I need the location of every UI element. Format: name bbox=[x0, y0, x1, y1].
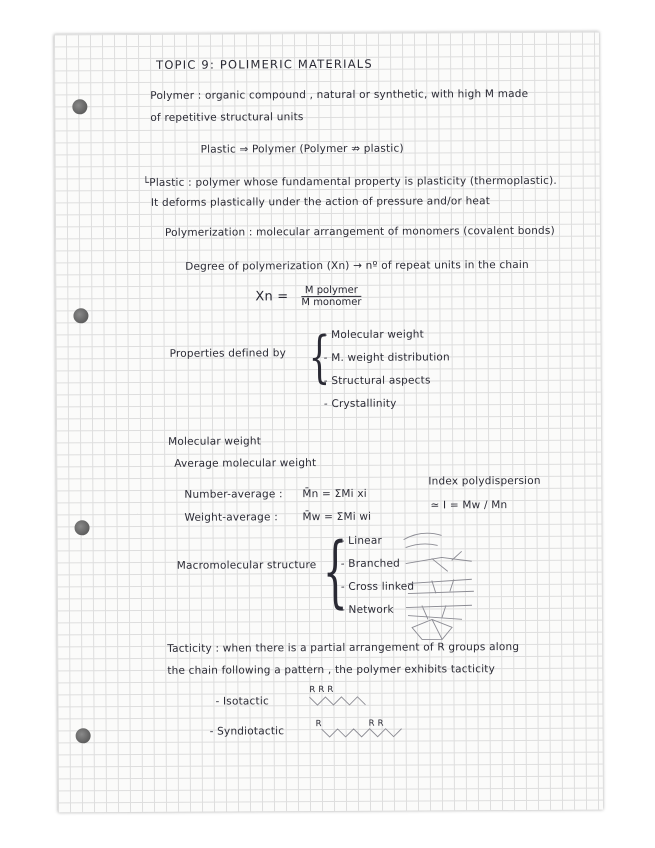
molecular-weight-heading: Molecular weight bbox=[168, 435, 262, 448]
binder-hole bbox=[72, 99, 87, 114]
plastic-definition-line2: It deforms plastically under the action of pressure and/or heat bbox=[150, 195, 491, 209]
network-sketch bbox=[412, 619, 452, 639]
number-average-label: Number-average : bbox=[184, 488, 283, 501]
weight-average-label: Weight-average : bbox=[184, 511, 278, 524]
xn-fraction bbox=[301, 285, 361, 308]
isotactic-chain-sketch bbox=[307, 695, 377, 709]
crosslinked-chain-sketch bbox=[408, 579, 474, 593]
number-average-formula: M̄n = ΣMi xi bbox=[302, 487, 367, 501]
crosslinked-chain-sketch bbox=[406, 605, 472, 619]
linear-chain-sketch bbox=[406, 544, 438, 548]
notebook-page bbox=[54, 32, 603, 813]
binder-hole bbox=[73, 308, 88, 323]
index-polydispersion-formula: ≃ I = Mw / Mn bbox=[430, 499, 508, 512]
syndiotactic-r-groups: R R bbox=[368, 718, 384, 729]
page-title: TOPIC 9: POLIMERIC MATERIALS bbox=[156, 56, 373, 72]
polymer-definition-line1: Polymer : organic compound , natural or synthetic, with high M made bbox=[150, 87, 529, 102]
branched-chain-sketch bbox=[406, 557, 472, 563]
polymer-definition-line2: of repetitive structural units bbox=[150, 111, 304, 124]
properties-label: Properties defined by bbox=[169, 347, 287, 360]
isotactic-label: - Isotactic bbox=[215, 695, 269, 708]
structure-item: - Branched bbox=[340, 557, 401, 570]
properties-brace: { bbox=[308, 324, 331, 391]
structure-item: - Linear bbox=[340, 534, 383, 547]
property-item: - Crystallinity bbox=[323, 397, 397, 411]
polymer-structure-sketches bbox=[402, 527, 523, 648]
macromolecular-structure-label: Macromolecular structure bbox=[176, 559, 317, 572]
syndiotactic-chain-sketch bbox=[320, 727, 420, 742]
xn-formula-lhs: Xn = bbox=[255, 289, 289, 305]
average-molecular-weight: Average molecular weight bbox=[174, 457, 317, 470]
structure-item: - Network bbox=[340, 603, 394, 616]
xn-numerator: M polymer bbox=[301, 285, 361, 297]
degree-of-polymerization: Degree of polymerization (Xn) → nº of repeat units in the chain bbox=[185, 258, 529, 273]
binder-hole bbox=[76, 728, 91, 743]
binder-hole bbox=[75, 520, 90, 535]
branched-chain-sketch bbox=[432, 551, 462, 571]
property-item: - M. weight distribution bbox=[323, 351, 450, 365]
weight-average-formula: M̄w = ΣMi wi bbox=[302, 510, 372, 524]
tacticity-line2: the chain following a pattern , the polymer exhibits tacticity bbox=[167, 663, 496, 677]
linear-chain-sketch bbox=[404, 533, 442, 539]
syndiotactic-label: - Syndiotactic bbox=[209, 725, 285, 738]
property-item: - Structural aspects bbox=[323, 374, 431, 388]
index-polydispersion-title: Index polydispersion bbox=[428, 474, 541, 488]
structure-item: - Cross linked bbox=[340, 580, 415, 593]
macromolecular-brace: { bbox=[322, 526, 348, 618]
plastic-definition-line1: └Plastic : polymer whose fundamental property is plasticity (thermoplastic). bbox=[142, 174, 557, 189]
syndiotactic-r-group: R bbox=[315, 719, 322, 730]
xn-denominator: M monomer bbox=[301, 296, 362, 309]
isotactic-r-groups: R R R bbox=[309, 684, 334, 696]
tacticity-line1: Tacticity : when there is a partial arrangement of R groups along bbox=[167, 641, 520, 655]
polymerization-definition: Polymerization : molecular arrangement of monomers (covalent bonds) bbox=[164, 224, 555, 239]
property-item: - Molecular weight bbox=[323, 328, 425, 342]
plastic-polymer-relation: Plastic ⇒ Polymer (Polymer ⇏ plastic) bbox=[200, 142, 404, 156]
